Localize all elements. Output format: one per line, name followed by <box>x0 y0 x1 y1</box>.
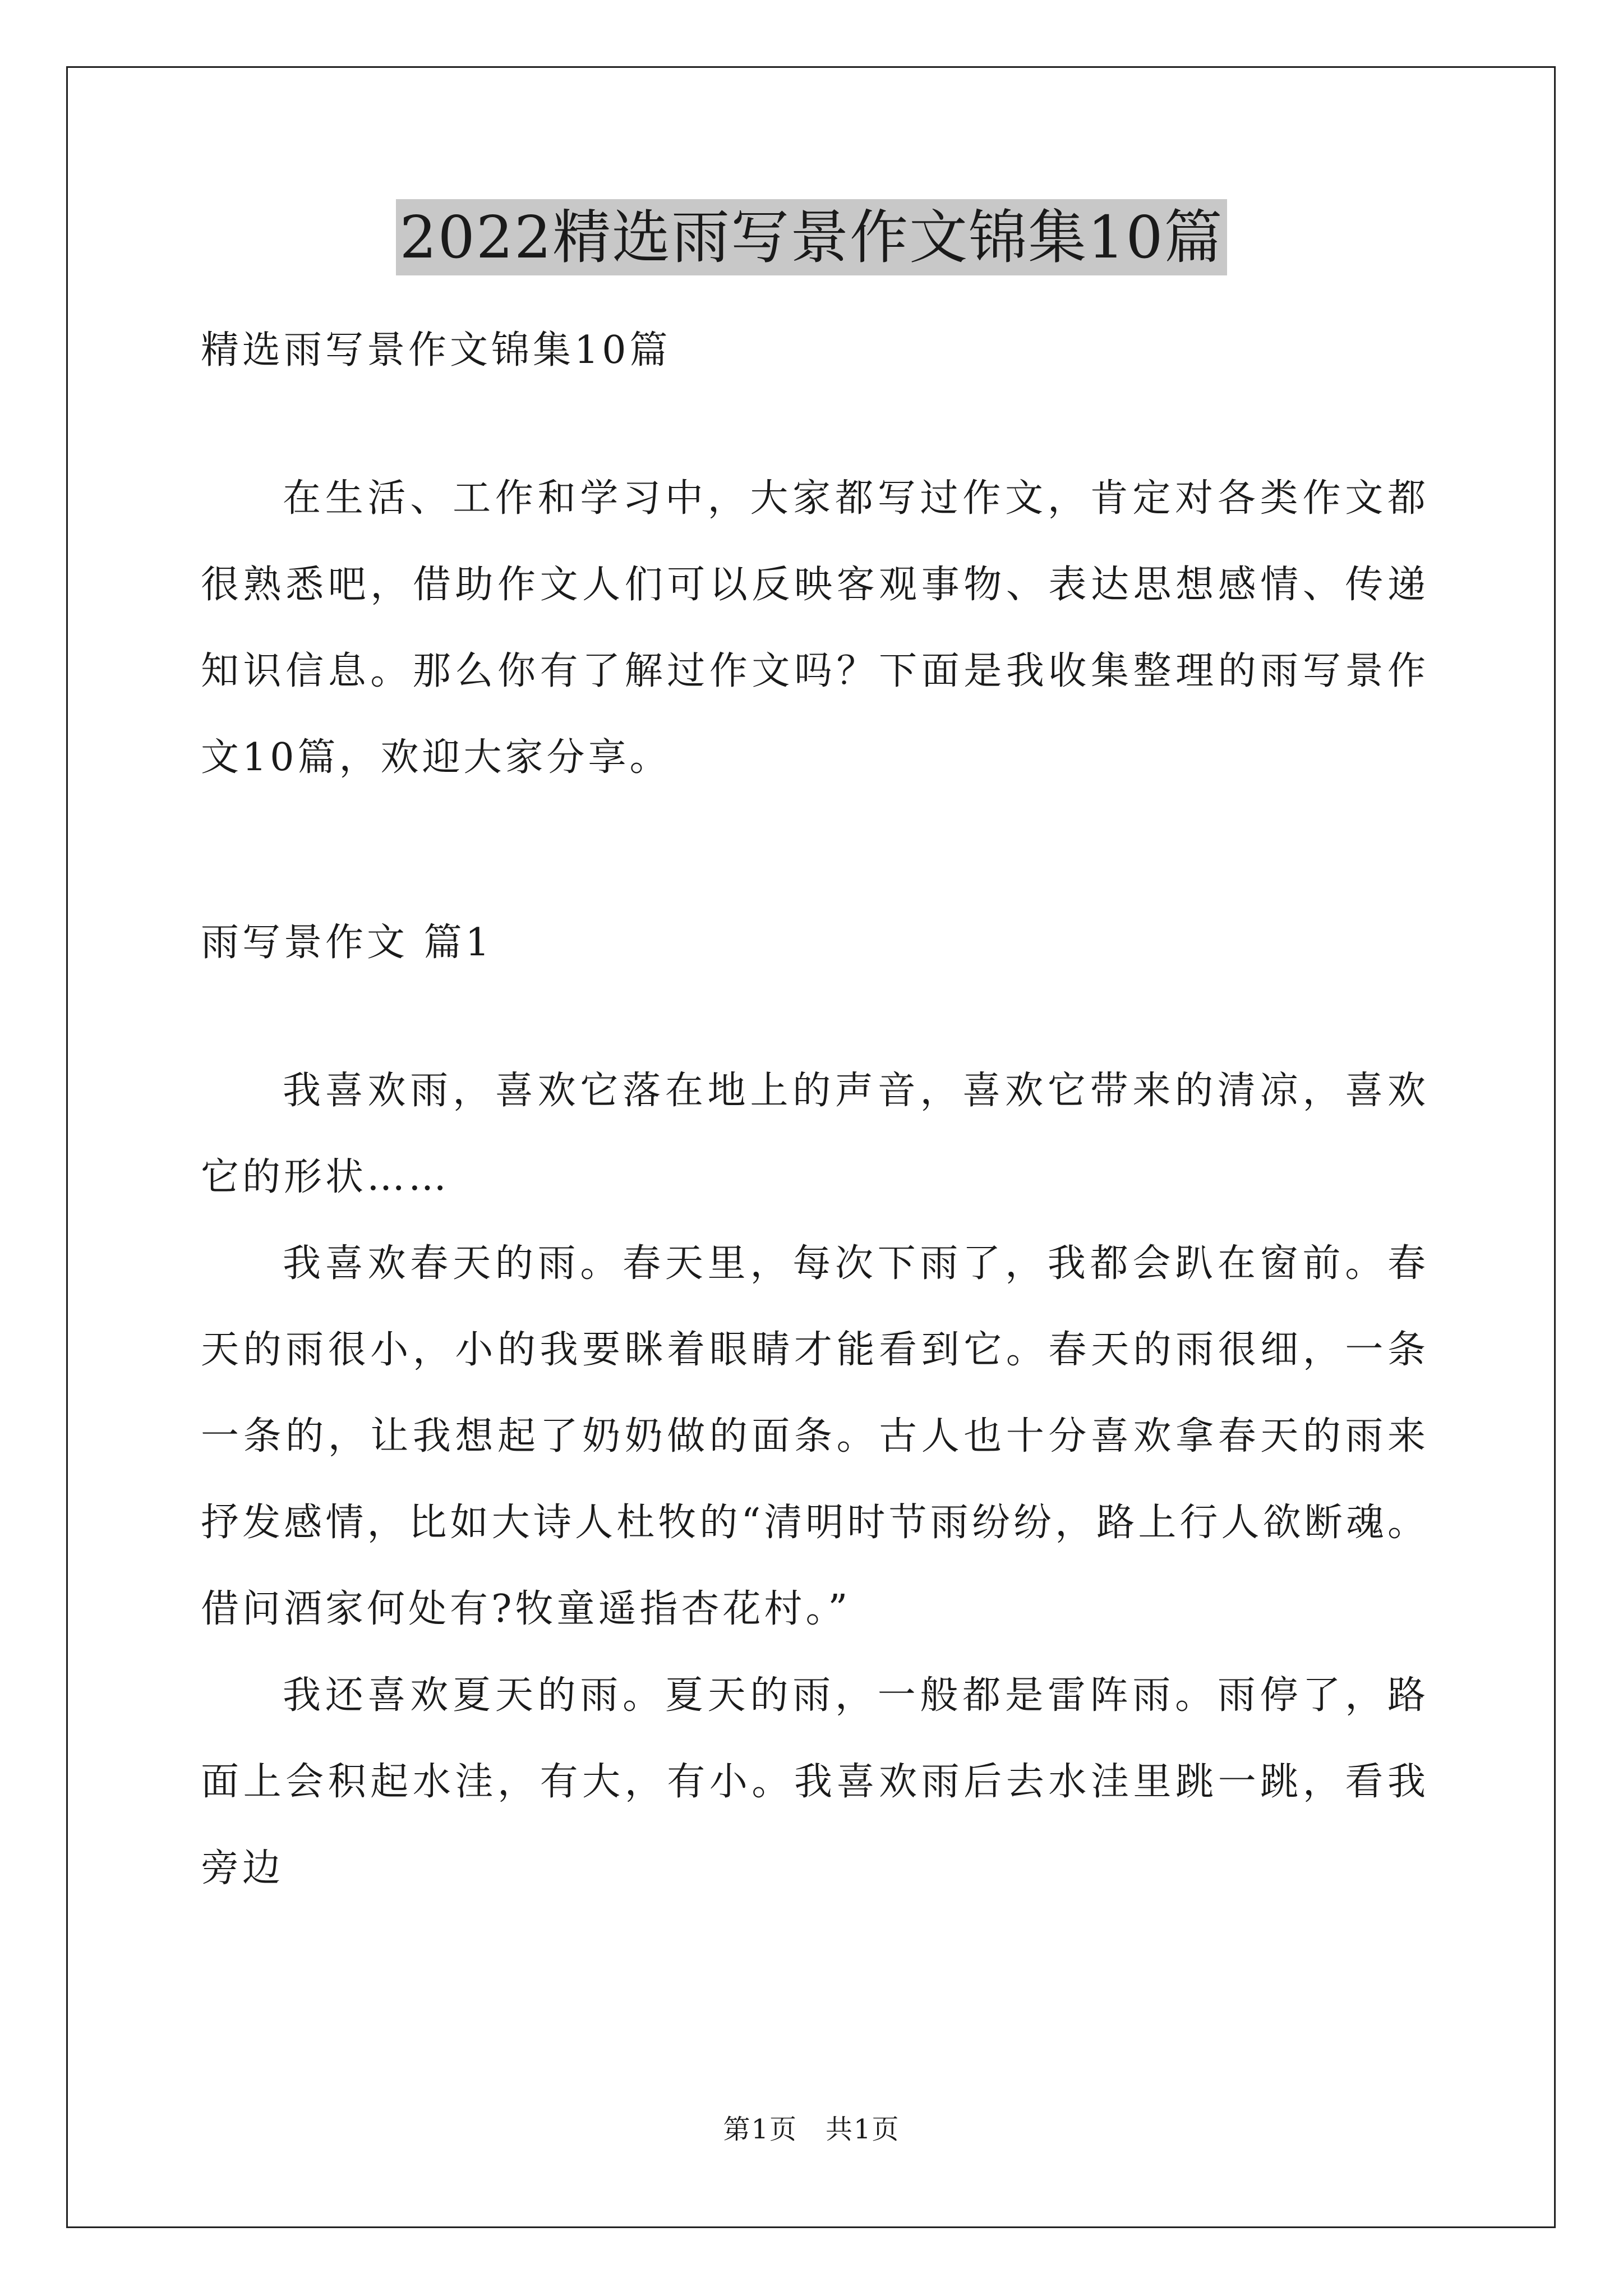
document-title: 2022精选雨写景作文锦集10篇 <box>396 199 1227 275</box>
section-heading: 雨写景作文 篇1 <box>201 921 493 965</box>
body-paragraph: 我喜欢雨，喜欢它落在地上的声音，喜欢它带来的清凉，喜欢它的形状…… <box>201 1069 1429 1199</box>
intro-paragraph: 在生活、工作和学习中，大家都写过作文，肯定对各类作文都很熟悉吧，借助作文人们可以反映客观事物、表达思想感情、传递知识信息。那么你有了解过作文吗？下面是我收集整理的雨写景作文10篇，欢迎大家分享。 <box>201 476 1429 780</box>
body-paragraph: 我还喜欢夏天的雨。夏天的雨，一般都是雷阵雨。雨停了，路面上会积起水洼，有大，有小。我喜欢雨后去水洼里跳一跳，看我旁边 <box>201 1673 1429 1890</box>
title-container <box>0 199 1623 275</box>
page-number: 第1页 共1页 <box>723 2114 900 2145</box>
document-body <box>201 307 1429 1912</box>
document-subtitle: 精选雨写景作文锦集10篇 <box>201 328 671 372</box>
body-paragraph: 我喜欢春天的雨。春天里，每次下雨了，我都会趴在窗前。春天的雨很小，小的我要眯着眼睛才能看到它。春天的雨很细，一条一条的，让我想起了奶奶做的面条。古人也十分喜欢拿春天的雨来抒发感情，比如大诗人杜牧的“清明时节雨纷纷，路上行人欲断魂。借问酒家何处有?牧童遥指杏花村。” <box>201 1241 1429 1631</box>
